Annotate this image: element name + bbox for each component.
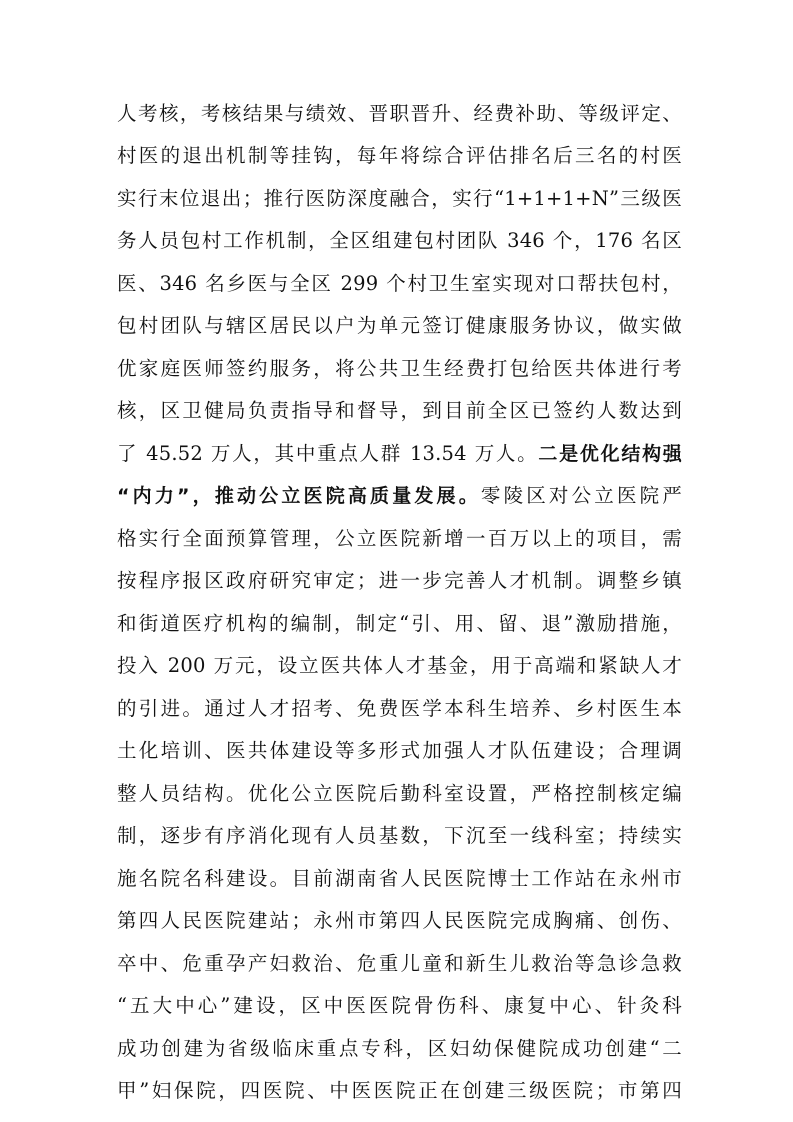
body-line: 核，区卫健局负责指导和督导，到目前全区已签约人数达到 bbox=[117, 399, 682, 422]
body-line: 制，逐步有序消化现有人员基数，下沉至一线科室；持续实 bbox=[117, 824, 682, 847]
body-line: 土化培训、医共体建设等多形式加强人才队伍建设；合理调 bbox=[117, 739, 682, 762]
body-text: 零陵区对公立医院严 bbox=[480, 484, 682, 507]
body-line: 村医的退出机制等挂钩，每年将综合评估排名后三名的村医 bbox=[117, 144, 682, 167]
body-line: 投入 200 万元，设立医共体人才基金，用于高端和紧缺人才 bbox=[117, 654, 682, 677]
bold-heading-text: “内力”，推动公立医院高质量发展。 bbox=[117, 485, 481, 507]
body-line: 按程序报区政府研究审定；进一步完善人才机制。调整乡镇 bbox=[117, 569, 682, 592]
bold-heading-text: 二是优化结构强 bbox=[538, 443, 683, 465]
body-text: 了 45.52 万人，其中重点人群 13.54 万人。 bbox=[117, 442, 539, 465]
body-line: “五大中心”建设，区中医医院骨伤科、康复中心、针灸科 bbox=[117, 994, 682, 1017]
body-line-mixed bbox=[117, 481, 682, 511]
body-line: 施名院名科建设。目前湖南省人民医院博士工作站在永州市 bbox=[117, 867, 682, 890]
body-line: 务人员包村工作机制，全区组建包村团队 346 个，176 名区 bbox=[117, 229, 682, 252]
body-line-mixed bbox=[117, 439, 682, 469]
body-line: 第四人民医院建站；永州市第四人民医院完成胸痛、创伤、 bbox=[117, 909, 682, 932]
body-line: 卒中、危重孕产妇救治、危重儿童和新生儿救治等急诊急救 bbox=[117, 952, 682, 975]
body-line: 格实行全面预算管理，公立医院新增一百万以上的项目，需 bbox=[117, 527, 682, 550]
body-line: 医、346 名乡医与全区 299 个村卫生室实现对口帮扶包村， bbox=[117, 272, 682, 295]
body-line: 实行末位退出；推行医防深度融合，实行“1+1+1+N”三级医 bbox=[117, 187, 682, 210]
body-line: 整人员结构。优化公立医院后勤科室设置，严格控制核定编 bbox=[117, 782, 682, 805]
body-line: 成功创建为省级临床重点专科，区妇幼保健院成功创建“二 bbox=[117, 1037, 682, 1060]
body-line: 包村团队与辖区居民以户为单元签订健康服务协议，做实做 bbox=[117, 314, 682, 337]
body-line: 优家庭医师签约服务，将公共卫生经费打包给医共体进行考 bbox=[117, 357, 682, 380]
body-line: 甲”妇保院，四医院、中医医院正在创建三级医院；市第四 bbox=[117, 1079, 682, 1102]
body-line: 和街道医疗机构的编制，制定“引、用、留、退”激励措施， bbox=[117, 612, 682, 635]
body-line: 的引进。通过人才招考、免费医学本科生培养、乡村医生本 bbox=[117, 697, 682, 720]
body-line: 人考核，考核结果与绩效、晋职晋升、经费补助、等级评定、 bbox=[117, 102, 682, 125]
